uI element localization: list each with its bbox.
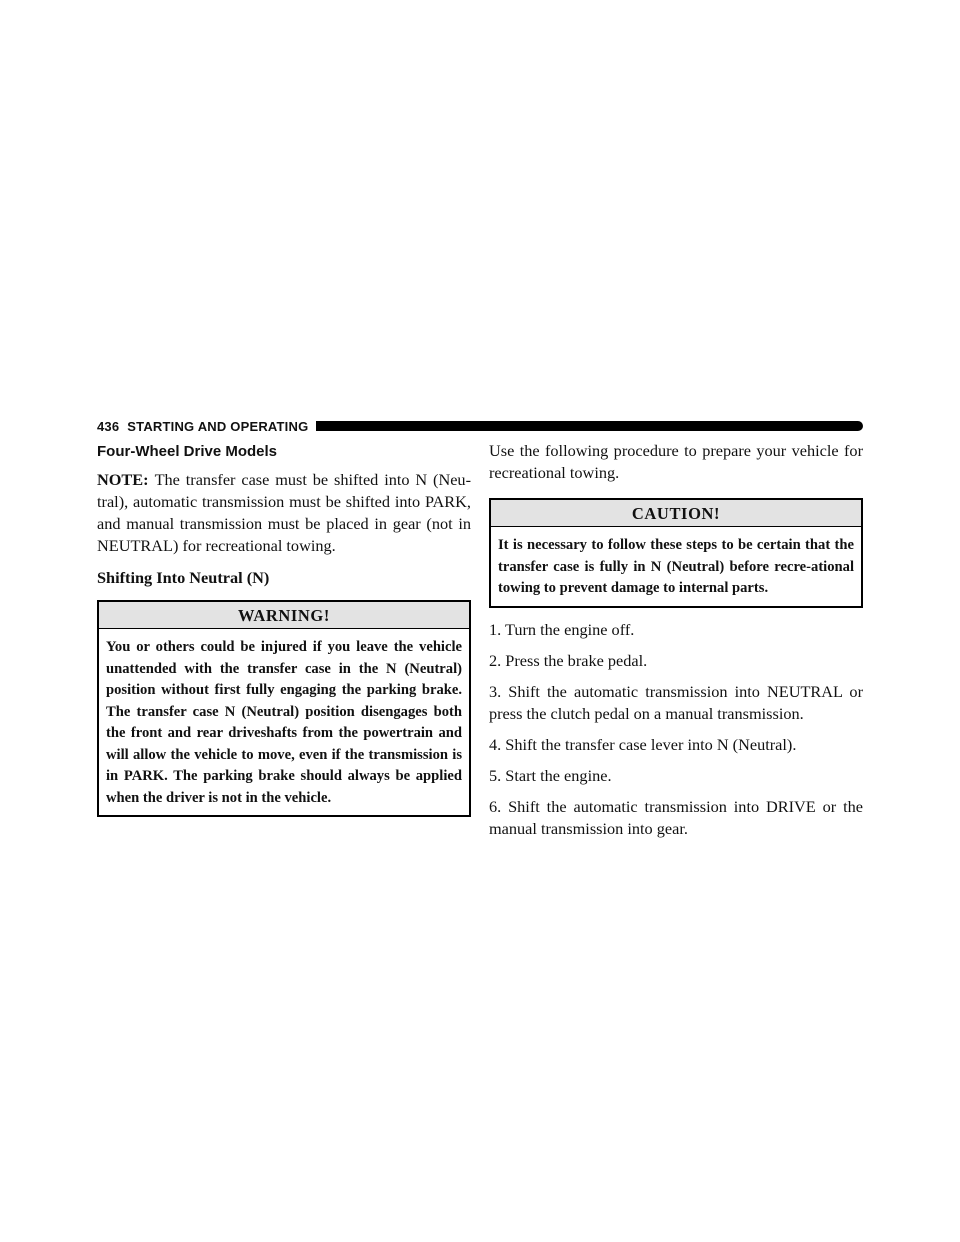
step-5: 5. Start the engine. [489,765,612,785]
caution-text: It is necessary to follow these steps to be certain that the transfer case is fully in N (Neutral) before recre-ational towing to prevent damage to internal parts. [498,537,854,596]
subheading: Shifting Into Neutral (N) [97,568,270,587]
step-1: 1. Turn the engine off. [489,619,635,639]
left-column [97,440,471,817]
warning-title: WARNING! [99,602,469,629]
section-heading: Four-Wheel Drive Models [97,443,278,460]
warning-text: You or others could be injured if you leave the vehicle unattended with the transfer case in the N (Neutral) position without first fully engaging the parking brake. The transfer case N (Neutral) position disengages both the front and rear driveshafts from the powertrain and will allow the vehicle to move, even if the transmission is in PARK. The parking brake should always be applied when the driver is not in the vehicle. [106,639,462,806]
intro-paragraph: Use the following procedure to prepare your vehicle for recreational towing. [489,441,863,482]
step-3: 3. Shift the automatic transmission into NEUTRAL or press the clutch pedal on a manual transmission. [489,681,863,723]
right-column [489,440,863,840]
step-2: 2. Press the brake pedal. [489,650,648,670]
note-text: The transfer case must be shifted into N (Neu-tral), automatic transmission must be shifted into PARK, and manual transmission must be placed in gear (not in NEUTRAL) for recreational towing. [97,470,471,555]
section-title: STARTING AND OPERATING [127,418,309,434]
warning-box [97,600,471,817]
step-6: 6. Shift the automatic transmission into DRIVE or the manual transmission into gear. [489,796,863,838]
caution-title: CAUTION! [491,500,861,527]
step-4: 4. Shift the transfer case lever into N (Neutral). [489,734,797,754]
note-paragraph [97,469,471,557]
page-number: 436 [97,418,120,434]
running-header [97,418,863,434]
note-label: NOTE: [97,470,149,489]
header-rule [316,421,863,431]
caution-box [489,498,863,608]
